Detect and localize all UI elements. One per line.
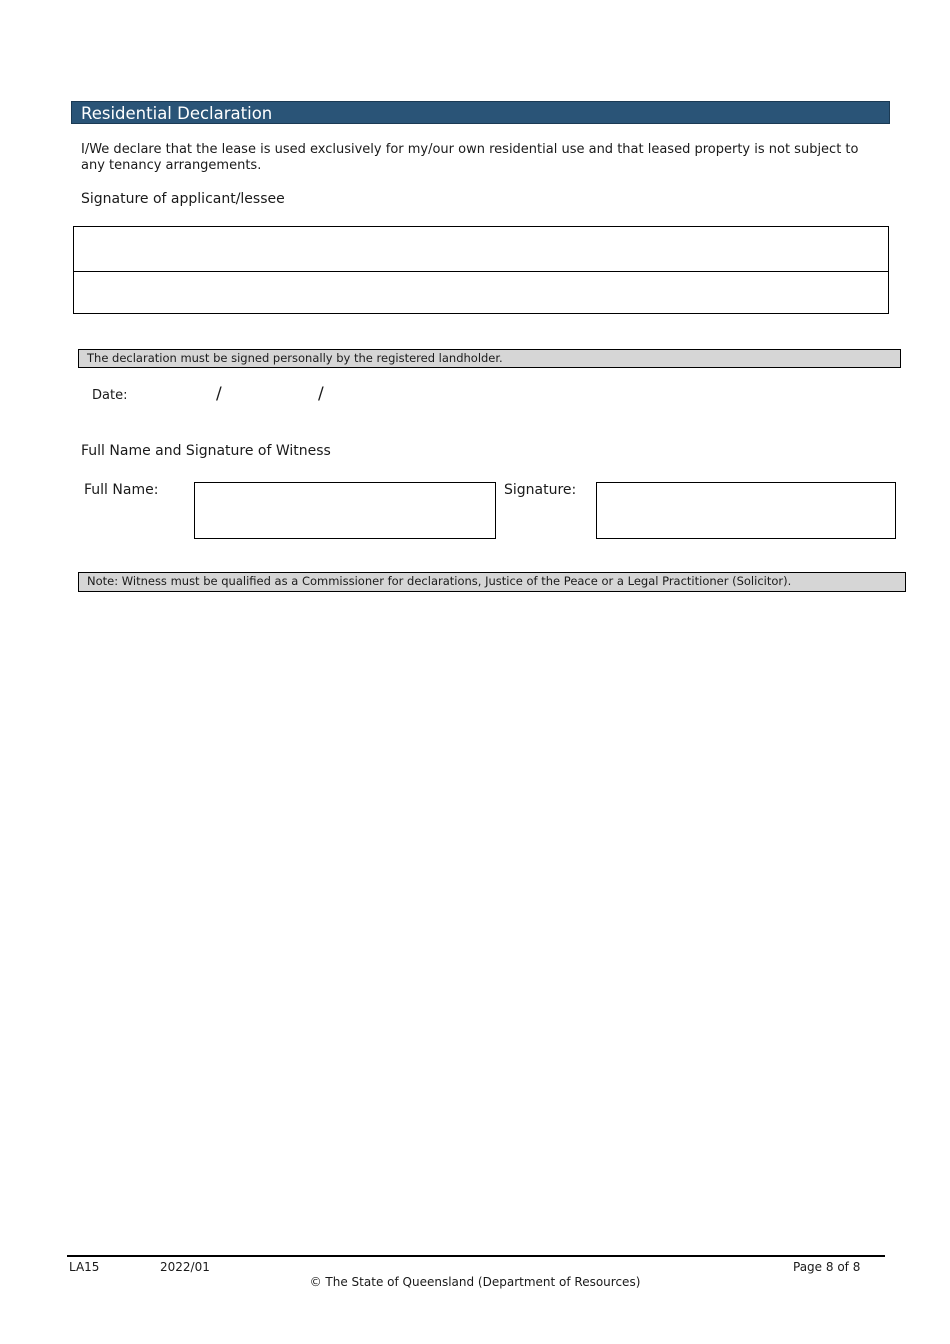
witness-full-name-field[interactable]	[194, 482, 496, 539]
witness-heading: Full Name and Signature of Witness	[81, 443, 331, 459]
footer-version: 2022/01	[160, 1260, 210, 1274]
section-header-residential-declaration: Residential Declaration	[71, 101, 890, 124]
footer-copyright: © The State of Queensland (Department of Resources)	[309, 1275, 641, 1289]
footer-page-number: Page 8 of 8	[793, 1260, 861, 1274]
footer-divider	[67, 1255, 885, 1257]
date-label: Date:	[92, 388, 128, 403]
declaration-text: I/We declare that the lease is used exclusively for my/our own residential use and that leased property is not subject to any tenancy arrangements.	[81, 142, 859, 173]
signature-applicant-label: Signature of applicant/lessee	[81, 191, 285, 207]
witness-note: Note: Witness must be qualified as a Commissioner for declarations, Justice of the Peace or a Legal Practitioner (Solicitor).	[78, 572, 906, 592]
date-year-field[interactable]	[334, 384, 414, 406]
date-month-field[interactable]	[232, 384, 312, 406]
footer-form-code: LA15	[69, 1260, 100, 1274]
signature-box-divider	[74, 271, 888, 272]
date-day-field[interactable]	[130, 384, 210, 406]
declaration-note: The declaration must be signed personally by the registered landholder.	[78, 349, 901, 368]
date-separator-1: /	[216, 384, 222, 404]
witness-signature-label: Signature:	[504, 482, 577, 498]
applicant-signature-box[interactable]	[73, 226, 889, 314]
date-separator-2: /	[318, 384, 324, 404]
witness-full-name-label: Full Name:	[84, 482, 159, 498]
witness-signature-field[interactable]	[596, 482, 896, 539]
